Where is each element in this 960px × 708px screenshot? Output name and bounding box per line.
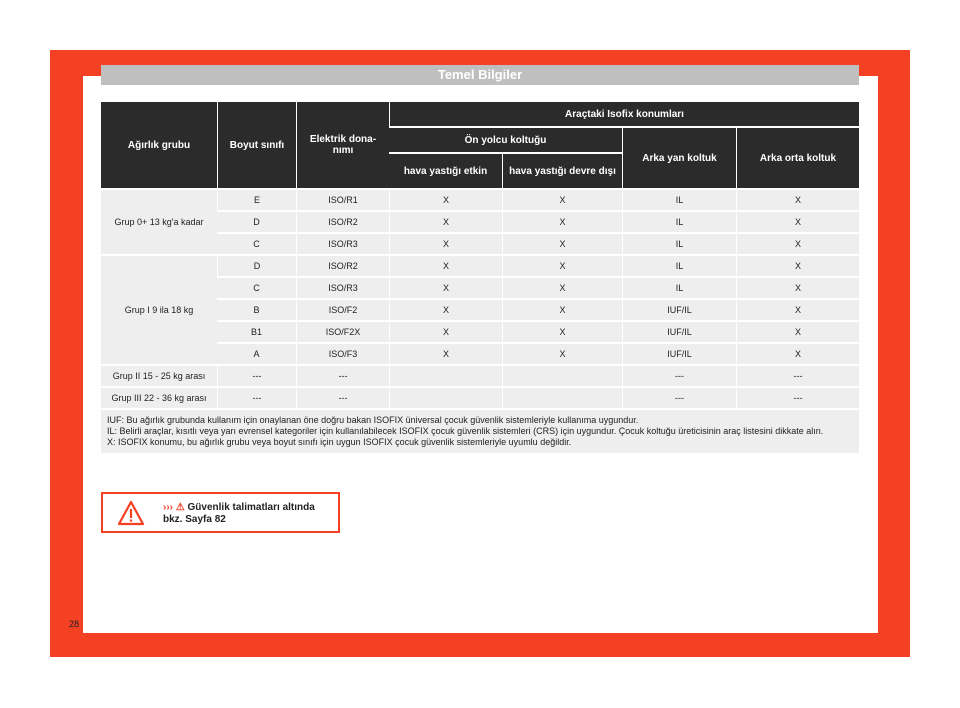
table-cell: X xyxy=(736,300,859,320)
table-cell: IL xyxy=(622,234,736,254)
table-cell: X xyxy=(736,234,859,254)
weight-group-cell: Grup III 22 - 36 kg arası xyxy=(101,388,217,408)
table-cell: B1 xyxy=(217,322,296,342)
table-cell: X xyxy=(389,322,502,342)
table-cell xyxy=(389,388,502,408)
table-cell: ISO/R2 xyxy=(296,256,389,276)
table-cell xyxy=(502,388,622,408)
table-row xyxy=(101,388,859,408)
table-cell: X xyxy=(736,344,859,364)
table-cell: A xyxy=(217,344,296,364)
footnote-line: X: ISOFIX konumu, bu ağırlık grubu veya boyut sınıfı için uygun ISOFIX çocuk güvenlik sistemleriyle uyumlu değildir. xyxy=(107,437,572,447)
table-cell: --- xyxy=(736,388,859,408)
table-cell: --- xyxy=(217,366,296,386)
table-cell: X xyxy=(389,344,502,364)
table-cell: X xyxy=(502,256,622,276)
table-cell: ISO/R1 xyxy=(296,190,389,210)
table-cell: X xyxy=(502,212,622,232)
header-isofix-positions: Araçtaki Isofix konumları xyxy=(389,102,859,126)
cross-reference-arrows: ››› xyxy=(163,502,173,513)
table-cell: X xyxy=(736,190,859,210)
isofix-table xyxy=(101,100,859,455)
table-cell: --- xyxy=(622,366,736,386)
table-cell: X xyxy=(389,234,502,254)
table-cell: X xyxy=(389,212,502,232)
table-cell: X xyxy=(502,300,622,320)
table-cell: ISO/F3 xyxy=(296,344,389,364)
table-cell: X xyxy=(736,212,859,232)
footnote-line: IUF: Bu ağırlık grubunda kullanım için onaylanan öne doğru bakan ISOFIX üniversal çocuk güvenlik sistemleriyle kullanıma uygundur. xyxy=(107,415,639,425)
header-rear-center: Arka orta koltuk xyxy=(736,128,859,188)
header-rear-side: Arka yan koltuk xyxy=(622,128,736,188)
table-cell: X xyxy=(736,256,859,276)
section-header: Temel Bilgiler xyxy=(101,65,859,85)
small-warning-icon: ⚠ xyxy=(175,502,185,513)
table-cell: --- xyxy=(296,388,389,408)
table-cell: X xyxy=(502,190,622,210)
header-weight-group: Ağırlık grubu xyxy=(101,102,217,188)
warning-text xyxy=(163,502,315,526)
header-device xyxy=(296,102,389,188)
table-cell: IL xyxy=(622,256,736,276)
table-cell xyxy=(389,366,502,386)
table-cell: ISO/R3 xyxy=(296,278,389,298)
table-body xyxy=(101,190,859,453)
table-cell: X xyxy=(502,234,622,254)
table-cell: D xyxy=(217,256,296,276)
footnote-line: IL: Belirli araçlar, kısıtlı veya yarı evrensel kategoriler için kullanılabilecek ISOFIX çocuk güvenlik sistemleri (CRS) için uygundur. Çocuk koltuğu üreticisinin araç listesini dikkate alın. xyxy=(107,426,824,436)
table-row xyxy=(101,190,859,210)
table-cell: ISO/R3 xyxy=(296,234,389,254)
table-cell: X xyxy=(389,256,502,276)
table-cell: X xyxy=(502,344,622,364)
table-cell: IL xyxy=(622,212,736,232)
table-cell: IUF/IL xyxy=(622,322,736,342)
table-cell: X xyxy=(389,190,502,210)
warning-triangle-icon xyxy=(117,500,145,526)
footnote-cell xyxy=(101,410,859,453)
header-front-passenger: Ön yolcu koltuğu xyxy=(389,128,622,152)
table-cell: X xyxy=(389,300,502,320)
weight-group-cell: Grup I 9 ila 18 kg xyxy=(101,256,217,364)
table-cell: X xyxy=(389,278,502,298)
table-cell: X xyxy=(502,322,622,342)
header-device-text: Elektrik dona- nımı xyxy=(309,134,377,156)
table-cell: IL xyxy=(622,278,736,298)
table-cell: ISO/R2 xyxy=(296,212,389,232)
table-cell: --- xyxy=(296,366,389,386)
header-airbag-off: hava yastığı devre dışı xyxy=(502,154,622,188)
header-size-class: Boyut sınıfı xyxy=(217,102,296,188)
weight-group-cell: Grup 0+ 13 kg'a kadar xyxy=(101,190,217,254)
table-cell: IUF/IL xyxy=(622,300,736,320)
safety-warning-box xyxy=(101,492,340,533)
footnote-row xyxy=(101,410,859,453)
table-cell: ISO/F2 xyxy=(296,300,389,320)
table-row xyxy=(101,366,859,386)
page-number: 28 xyxy=(69,619,80,629)
table-cell: --- xyxy=(622,388,736,408)
table-cell: X xyxy=(736,278,859,298)
table-cell: B xyxy=(217,300,296,320)
table-cell: --- xyxy=(217,388,296,408)
weight-group-cell: Grup II 15 - 25 kg arası xyxy=(101,366,217,386)
table-cell: --- xyxy=(736,366,859,386)
table-cell: C xyxy=(217,278,296,298)
table-row xyxy=(101,256,859,276)
table-cell: IL xyxy=(622,190,736,210)
table-cell: C xyxy=(217,234,296,254)
table-cell: E xyxy=(217,190,296,210)
table-cell: X xyxy=(736,322,859,342)
table-cell xyxy=(502,366,622,386)
table-cell: ISO/F2X xyxy=(296,322,389,342)
header-airbag-on: hava yastığı etkin xyxy=(389,154,502,188)
warning-line-1: Güvenlik talimatları altında xyxy=(184,502,315,513)
table-cell: IUF/IL xyxy=(622,344,736,364)
table-cell: X xyxy=(502,278,622,298)
warning-line-2[interactable]: bkz. Sayfa 82 xyxy=(163,514,226,525)
table-cell: D xyxy=(217,212,296,232)
